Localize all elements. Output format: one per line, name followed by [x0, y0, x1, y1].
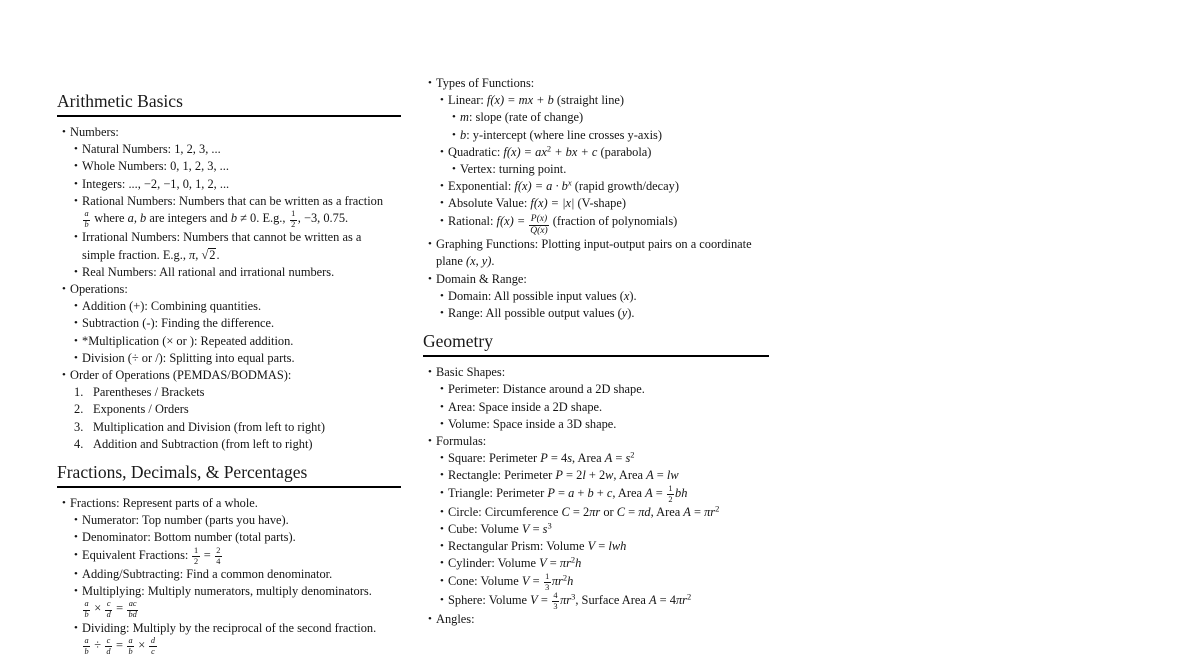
fraction — [544, 573, 551, 592]
math-italic: lw — [666, 468, 679, 483]
math-italic: πd — [638, 504, 651, 519]
superscript: 2 — [562, 572, 568, 583]
list-item: • Rational Numbers: Numbers that can be written as a fraction — [57, 193, 401, 210]
math-italic: + bx + c — [551, 144, 598, 159]
list-item: • Adding/Subtracting: Find a common denominator. — [57, 566, 401, 583]
bullet-icon: • — [62, 126, 66, 138]
math-italic: s — [625, 451, 631, 466]
bullet-icon: • — [440, 145, 444, 158]
superscript: 2 — [686, 591, 692, 602]
fraction — [127, 600, 138, 619]
fraction-denominator: 3 — [545, 582, 550, 592]
bullet-icon: • — [74, 585, 78, 598]
fraction-denominator: 4 — [216, 556, 221, 566]
math-italic: P — [555, 468, 563, 483]
fraction-numerator: a — [127, 637, 134, 647]
list-block — [423, 75, 769, 322]
list-item-continuation: $\frac{a}{b}$ where a, b are integers and b ≠ 0. E.g., $\frac{1}{2}$ , −3, 0.75. — [84, 209, 349, 230]
fraction-denominator: d — [106, 610, 111, 620]
superscript: x — [567, 177, 572, 188]
list-item: • Circle: Circumference C = 2πr or C = πd, Area $A = \pi r^2$ — [423, 504, 769, 521]
list-item: • Perimeter: Distance around a 2D shape. — [423, 381, 769, 398]
bullet-icon: • — [440, 557, 444, 570]
bullet-icon: • — [440, 180, 444, 193]
list-item: • Cylinder: Volume $V = \pi r^2h$ — [423, 555, 769, 572]
fraction-denominator: b — [128, 646, 133, 656]
list-item: • Integers: ..., −2, −1, 0, 1, 2, ... — [57, 176, 401, 193]
bullet-icon: • — [440, 289, 444, 302]
list-item: • Subtraction (-): Finding the difference. — [57, 315, 401, 332]
bullet-icon: • — [440, 574, 444, 587]
fraction-denominator: 2 — [291, 220, 296, 230]
math-italic: C — [561, 504, 570, 519]
math-italic: a, b — [127, 211, 147, 226]
math-italic: V — [539, 556, 547, 571]
math-italic: b — [587, 485, 594, 500]
list-item: • Domain: All possible input values (x). — [423, 288, 769, 305]
list-number: 3. — [74, 419, 84, 434]
list-item: • Sphere: Volume V = $\frac{4}{3}$ $\pi r^3$, Surface Area $A = 4\pi r^2$ — [440, 591, 692, 611]
list-item: • Operations: — [57, 281, 401, 298]
superscript: 2 — [546, 143, 552, 154]
list-item: • Irrational Numbers: Numbers that cannot be written as a — [57, 229, 401, 246]
math-italic: C — [616, 504, 626, 519]
math-italic: b — [460, 127, 467, 142]
list-item: • Basic Shapes: — [423, 364, 769, 381]
math-italic: πr — [675, 592, 687, 607]
fraction-numerator: 2 — [215, 547, 222, 557]
list-item: • Whole Numbers: 0, 1, 2, 3, ... — [57, 158, 401, 175]
math-italic: (x, y) — [465, 254, 492, 269]
list-block — [57, 495, 401, 656]
sqrt — [201, 248, 216, 262]
bullet-icon: • — [428, 272, 432, 285]
bullet-icon: • — [440, 452, 444, 465]
fraction-denominator: 2 — [193, 556, 199, 566]
math-italic: m — [460, 110, 469, 125]
list-number: 1. — [74, 385, 84, 400]
bullet-icon: • — [74, 621, 78, 634]
bullet-icon: • — [440, 94, 444, 107]
fraction — [667, 485, 674, 504]
fraction — [105, 600, 112, 619]
bullet-icon: • — [62, 282, 66, 295]
fraction-numerator: 1 — [667, 485, 674, 495]
list-item: • Rectangle: Perimeter P = 2l + 2w, Area A = lw — [423, 467, 769, 484]
list-item: • Absolute Value: f(x) = |x| (V-shape) — [423, 195, 769, 212]
math-italic: lwh — [608, 539, 627, 554]
fraction-denominator: b — [84, 220, 89, 230]
bullet-icon: • — [74, 231, 78, 244]
math-italic: f(x) = |x| — [530, 196, 575, 211]
list-item: • Vertex: turning point. — [423, 161, 769, 178]
list-item: • Rational: f(x) = $\frac{P(x)}{Q(x)}$ (fraction of polynomials) — [440, 213, 678, 236]
list-item: • Formulas: — [423, 433, 769, 450]
list-number: 2. — [74, 402, 84, 417]
bullet-icon: • — [452, 128, 456, 141]
list-item: • Angles: — [423, 611, 769, 628]
bullet-icon: • — [428, 366, 432, 379]
list-item: • Denominator: Bottom number (total parts). — [57, 529, 401, 546]
list-item: • Cone: Volume V = $\frac{1}{3}$ $\pi r^2h$ — [440, 571, 574, 592]
fraction-numerator: d — [149, 637, 156, 647]
bullet-icon: • — [74, 194, 78, 207]
list-item: • m: slope (rate of change) — [423, 109, 769, 126]
superscript: 3 — [547, 520, 552, 531]
fraction-numerator: 1 — [544, 573, 551, 583]
list-item-continuation: simple fraction. E.g., π, √2. — [82, 247, 220, 262]
bullet-icon: • — [74, 160, 78, 173]
bullet-icon: • — [440, 523, 444, 536]
fraction-denominator: b — [84, 646, 89, 656]
fraction-numerator: 1 — [192, 547, 199, 557]
section-heading-arithmetic-basics: Arithmetic Basics — [57, 91, 183, 111]
math-italic: a — [568, 485, 575, 500]
fraction-numerator: c — [105, 637, 112, 647]
bullet-icon: • — [74, 317, 78, 330]
fraction-numerator: a — [83, 637, 90, 647]
list-item: • Area: Space inside a 2D shape. — [423, 399, 769, 416]
math-italic: π — [189, 247, 196, 262]
fraction-numerator: c — [105, 600, 112, 610]
math-italic: w — [605, 468, 614, 483]
list-item: • Exponential: $f(x) = a \cdot b^x$ (rapid growth/decay) — [423, 178, 769, 195]
fraction-numerator: 1 — [290, 210, 297, 220]
radicand: 2 — [209, 247, 216, 262]
bullet-icon: • — [440, 214, 444, 227]
bullet-icon: • — [440, 469, 444, 482]
bullet-icon: • — [452, 111, 456, 124]
list-item: • Addition (+): Combining quantities. — [57, 298, 401, 315]
fraction — [552, 592, 559, 611]
math-italic: f(x) = a · b — [514, 179, 568, 194]
fraction-denominator: d — [106, 646, 111, 656]
fraction — [105, 637, 112, 656]
math-italic: h — [575, 556, 582, 571]
list-item: • Volume: Space inside a 3D shape. — [423, 416, 769, 433]
math-italic: V — [530, 592, 538, 607]
fraction-denominator: Q(x) — [530, 225, 548, 236]
superscript: 2 — [630, 449, 635, 460]
math-italic: s — [542, 522, 548, 537]
math-italic: A — [648, 592, 657, 607]
list-item: • Dividing: Multiply by the reciprocal of the second fraction. — [57, 620, 401, 637]
list-item: • Rectangular Prism: Volume V = lwh — [423, 538, 769, 555]
list-item: • Range: All possible output values (y). — [423, 305, 769, 322]
bullet-icon: • — [440, 400, 444, 413]
bullet-icon: • — [74, 514, 78, 527]
list-item: 4. Addition and Subtraction (from left to right) — [57, 436, 401, 453]
fraction — [83, 637, 90, 656]
bullet-icon: • — [440, 383, 444, 396]
bullet-icon: • — [452, 163, 456, 176]
math-italic: V — [521, 573, 530, 588]
list-item: • b: y-intercept (where line crosses y-axis) — [423, 127, 769, 144]
math-italic: πr — [704, 504, 716, 519]
list-item: • Real Numbers: All rational and irrational numbers. — [57, 264, 401, 281]
bullet-icon: • — [62, 368, 66, 381]
list-item-continuation: $\frac{a}{b}$ ÷ $\frac{c}{d}$ = $\frac{a}{b}$ × $\frac{d}{c}$ — [84, 635, 156, 656]
list-item: • Quadratic: $f(x) = ax^2$ + bx + c (parabola) — [423, 144, 769, 161]
superscript: 3 — [571, 591, 576, 602]
math-italic: b — [230, 211, 238, 226]
list-item: • Fractions: Represent parts of a whole. — [57, 495, 401, 512]
math-italic: πr — [551, 573, 563, 588]
math-italic: πr — [589, 504, 601, 519]
fraction-numerator: ac — [127, 600, 138, 610]
bullet-icon: • — [428, 434, 432, 447]
list-item-continuation: $\frac{a}{b}$ × $\frac{c}{d}$ = $\frac{ac}{bd}$ — [84, 599, 137, 620]
bullet-icon: • — [440, 540, 444, 553]
bullet-icon: • — [440, 486, 444, 499]
heading-rule — [57, 115, 401, 117]
fraction — [215, 547, 222, 566]
fraction-numerator: a — [83, 210, 90, 220]
math-italic: l — [582, 468, 586, 483]
fraction — [529, 215, 548, 237]
list-item: • Triangle: Perimeter P = a + b + c, Area A = $\frac{1}{2}$ bh — [440, 483, 688, 504]
heading-rule — [423, 355, 769, 357]
list-item: • Numerator: Top number (parts you have). — [57, 512, 401, 529]
math-italic: A — [645, 485, 653, 500]
math-italic: f(x) = — [496, 213, 529, 228]
bullet-icon: • — [62, 496, 66, 509]
list-item: • Equivalent Fractions: $\frac{1}{2}$ = $\frac{2}{4}$ — [74, 545, 221, 566]
math-italic: πr — [559, 556, 571, 571]
heading-rule — [57, 486, 401, 488]
superscript: 2 — [570, 554, 576, 565]
list-item: • Types of Functions: — [423, 75, 769, 92]
section-heading-fractions-decimals-percentages: Fractions, Decimals, & Percentages — [57, 461, 308, 482]
bullet-icon: • — [428, 77, 432, 89]
fraction — [192, 547, 199, 566]
fraction-numerator: P(x) — [529, 215, 548, 227]
bullet-icon: • — [440, 306, 444, 319]
fraction — [290, 210, 297, 229]
left-column — [57, 91, 401, 656]
list-item-continuation: plane (x, y). — [436, 254, 495, 269]
fraction — [127, 637, 134, 656]
fraction-denominator: b — [84, 610, 89, 620]
list-item: • Cube: Volume $V = s^3$ — [423, 521, 769, 538]
math-italic: h — [567, 573, 574, 588]
math-italic: x — [623, 288, 630, 303]
math-italic: A — [646, 468, 654, 483]
bullet-icon: • — [74, 531, 78, 544]
bullet-icon: • — [74, 334, 78, 347]
list-item: • Multiplying: Multiply numerators, multiply denominators. — [57, 583, 401, 600]
fraction-numerator: 4 — [552, 592, 559, 602]
bullet-icon: • — [428, 238, 432, 251]
list-item: • Linear: f(x) = mx + b (straight line) — [423, 92, 769, 109]
list-item: • Square: Perimeter P = 4s, Area $A = s^2$ — [423, 450, 769, 467]
bullet-icon: • — [74, 567, 78, 580]
list-item: • *Multiplication (× or ): Repeated addition. — [57, 333, 401, 350]
list-item: • Graphing Functions: Plotting input-output pairs on a coordinate — [423, 236, 769, 253]
bullet-icon: • — [440, 593, 444, 606]
fraction-denominator: bd — [128, 610, 137, 620]
list-block — [57, 124, 401, 453]
bullet-icon: • — [440, 417, 444, 430]
bullet-icon: • — [74, 177, 78, 190]
list-block — [423, 364, 769, 628]
bullet-icon: • — [440, 505, 444, 518]
list-item: 2. Exponents / Orders — [57, 401, 401, 418]
list-item: • Domain & Range: — [423, 271, 769, 288]
list-item: • Natural Numbers: 1, 2, 3, ... — [57, 141, 401, 158]
list-item: • Division (÷ or /): Splitting into equal parts. — [57, 350, 401, 367]
fraction — [83, 210, 90, 229]
bullet-icon: • — [74, 351, 78, 364]
list-item: 3. Multiplication and Division (from left to right) — [57, 419, 401, 436]
bullet-icon: • — [74, 143, 78, 156]
bullet-icon: • — [74, 300, 78, 313]
math-italic: A — [604, 451, 613, 466]
fraction-denominator: 2 — [668, 494, 673, 504]
bullet-icon: • — [428, 613, 432, 626]
list-item: 1. Parentheses / Brackets — [57, 384, 401, 401]
math-italic: bh — [675, 485, 688, 500]
bullet-icon: • — [74, 265, 78, 278]
math-italic: P — [547, 485, 555, 500]
math-italic: V — [521, 522, 530, 537]
bullet-icon: • — [440, 197, 444, 210]
fraction-denominator: 3 — [553, 601, 558, 611]
list-number: 4. — [74, 436, 84, 451]
fraction-denominator: c — [151, 646, 155, 656]
math-italic: πr — [560, 592, 572, 607]
math-italic: f(x) = ax — [503, 144, 547, 159]
math-italic: f(x) = mx + b — [486, 93, 554, 108]
math-italic: c — [606, 485, 613, 500]
list-item: • Numbers: — [57, 124, 401, 141]
section-heading-geometry: Geometry — [423, 331, 493, 352]
right-column — [423, 75, 769, 628]
math-italic: y — [621, 305, 628, 320]
math-italic: A — [683, 504, 691, 519]
fraction — [83, 600, 90, 619]
math-italic: s — [567, 451, 573, 466]
radical-sign: √ — [201, 247, 209, 262]
fraction — [149, 637, 156, 656]
list-item: • Order of Operations (PEMDAS/BODMAS): — [57, 367, 401, 384]
bullet-icon: • — [74, 548, 78, 561]
math-italic: P — [540, 451, 548, 466]
fraction-numerator: a — [83, 600, 90, 610]
superscript: 2 — [715, 503, 720, 514]
math-italic: V — [587, 539, 596, 554]
